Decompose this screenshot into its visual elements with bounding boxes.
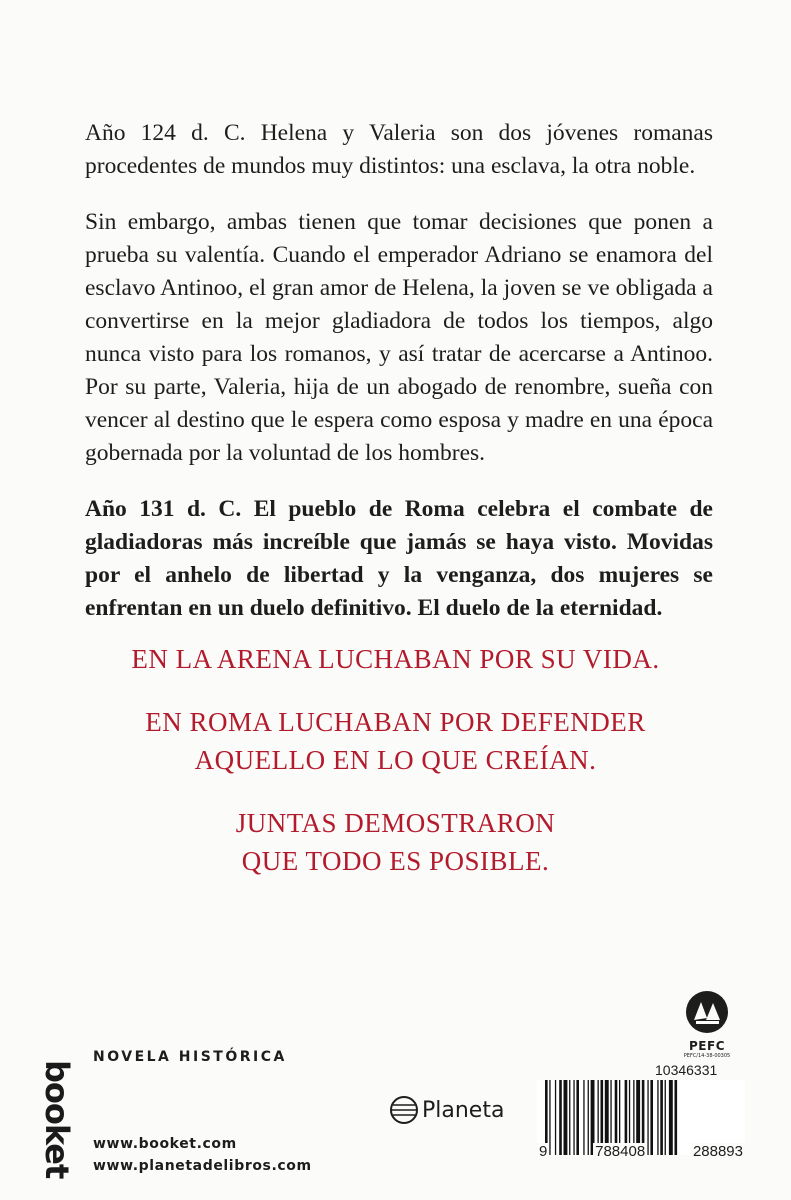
planeta-logo — [389, 1095, 504, 1125]
pefc-trees-icon — [685, 990, 729, 1034]
tagline-2 — [0, 703, 791, 779]
taglines — [0, 640, 791, 905]
pefc-label: PEFC — [689, 1039, 725, 1053]
tagline-3-line-b: QUE TODO ES POSIBLE. — [241, 846, 550, 876]
back-cover-synopsis — [85, 117, 713, 648]
tagline-2-line-a: EN ROMA LUCHABAN POR DEFENDER — [145, 707, 646, 737]
tagline-2-line-b: AQUELLO EN LO QUE CREÍAN. — [194, 745, 597, 775]
booket-url[interactable]: www.booket.com — [93, 1136, 237, 1152]
isbn-group-2: 288893 — [692, 1143, 743, 1160]
product-code: 10346331 — [655, 1062, 718, 1078]
globe-icon — [389, 1095, 419, 1125]
genre-label: NOVELA HISTÓRICA — [93, 1049, 287, 1065]
pefc-certification — [672, 990, 742, 1059]
tagline-3 — [0, 804, 791, 880]
synopsis-paragraph-3: Año 131 d. C. El pueblo de Roma celebra el combate de gladiadoras más increíble que jamás se haya visto. Movidas por el anhelo de libertad y la venganza, dos mujeres se enfrentan en un duelo definitivo. El duelo de la eternidad. — [85, 496, 713, 621]
pefc-code: PEFC/14-38-00305 — [683, 1053, 731, 1059]
synopsis-paragraph-1: Año 124 d. C. Helena y Valeria son dos jóvenes romanas procedentes de mundos muy distintos: una esclava, la otra noble. — [85, 120, 713, 179]
booket-logo — [35, 1060, 75, 1182]
booket-logo-text: booket — [38, 1060, 76, 1179]
synopsis-paragraph-2: Sin embargo, ambas tienen que tomar decisiones que ponen a prueba su valentía. Cuando el emperador Adriano se enamora del esclavo Antinoo, el gran amor de Helena, la joven se ve obligada a convertirse en la mejor gladiadora de todos los tiempos, algo nunca visto para los romanos, y así tratar de acercarse a Antinoo. Por su parte, Valeria, hija de un abogado de renombre, sueña con vencer al destino que le espera como esposa y madre en una época gobernada por la voluntad de los hombres. — [85, 209, 713, 466]
tagline-1 — [0, 640, 791, 678]
tagline-3-line-a: JUNTAS DEMOSTRARON — [235, 808, 556, 838]
isbn-group-1: 788408 — [595, 1143, 646, 1160]
tagline-1-text: EN LA ARENA LUCHABAN POR SU VIDA. — [131, 644, 660, 674]
website-links — [93, 1133, 312, 1177]
planetadelibros-url[interactable]: www.planetadelibros.com — [93, 1158, 312, 1174]
publisher-name: Planeta — [422, 1097, 505, 1123]
isbn-prefix: 9 — [539, 1143, 548, 1160]
isbn-number — [537, 1143, 745, 1160]
